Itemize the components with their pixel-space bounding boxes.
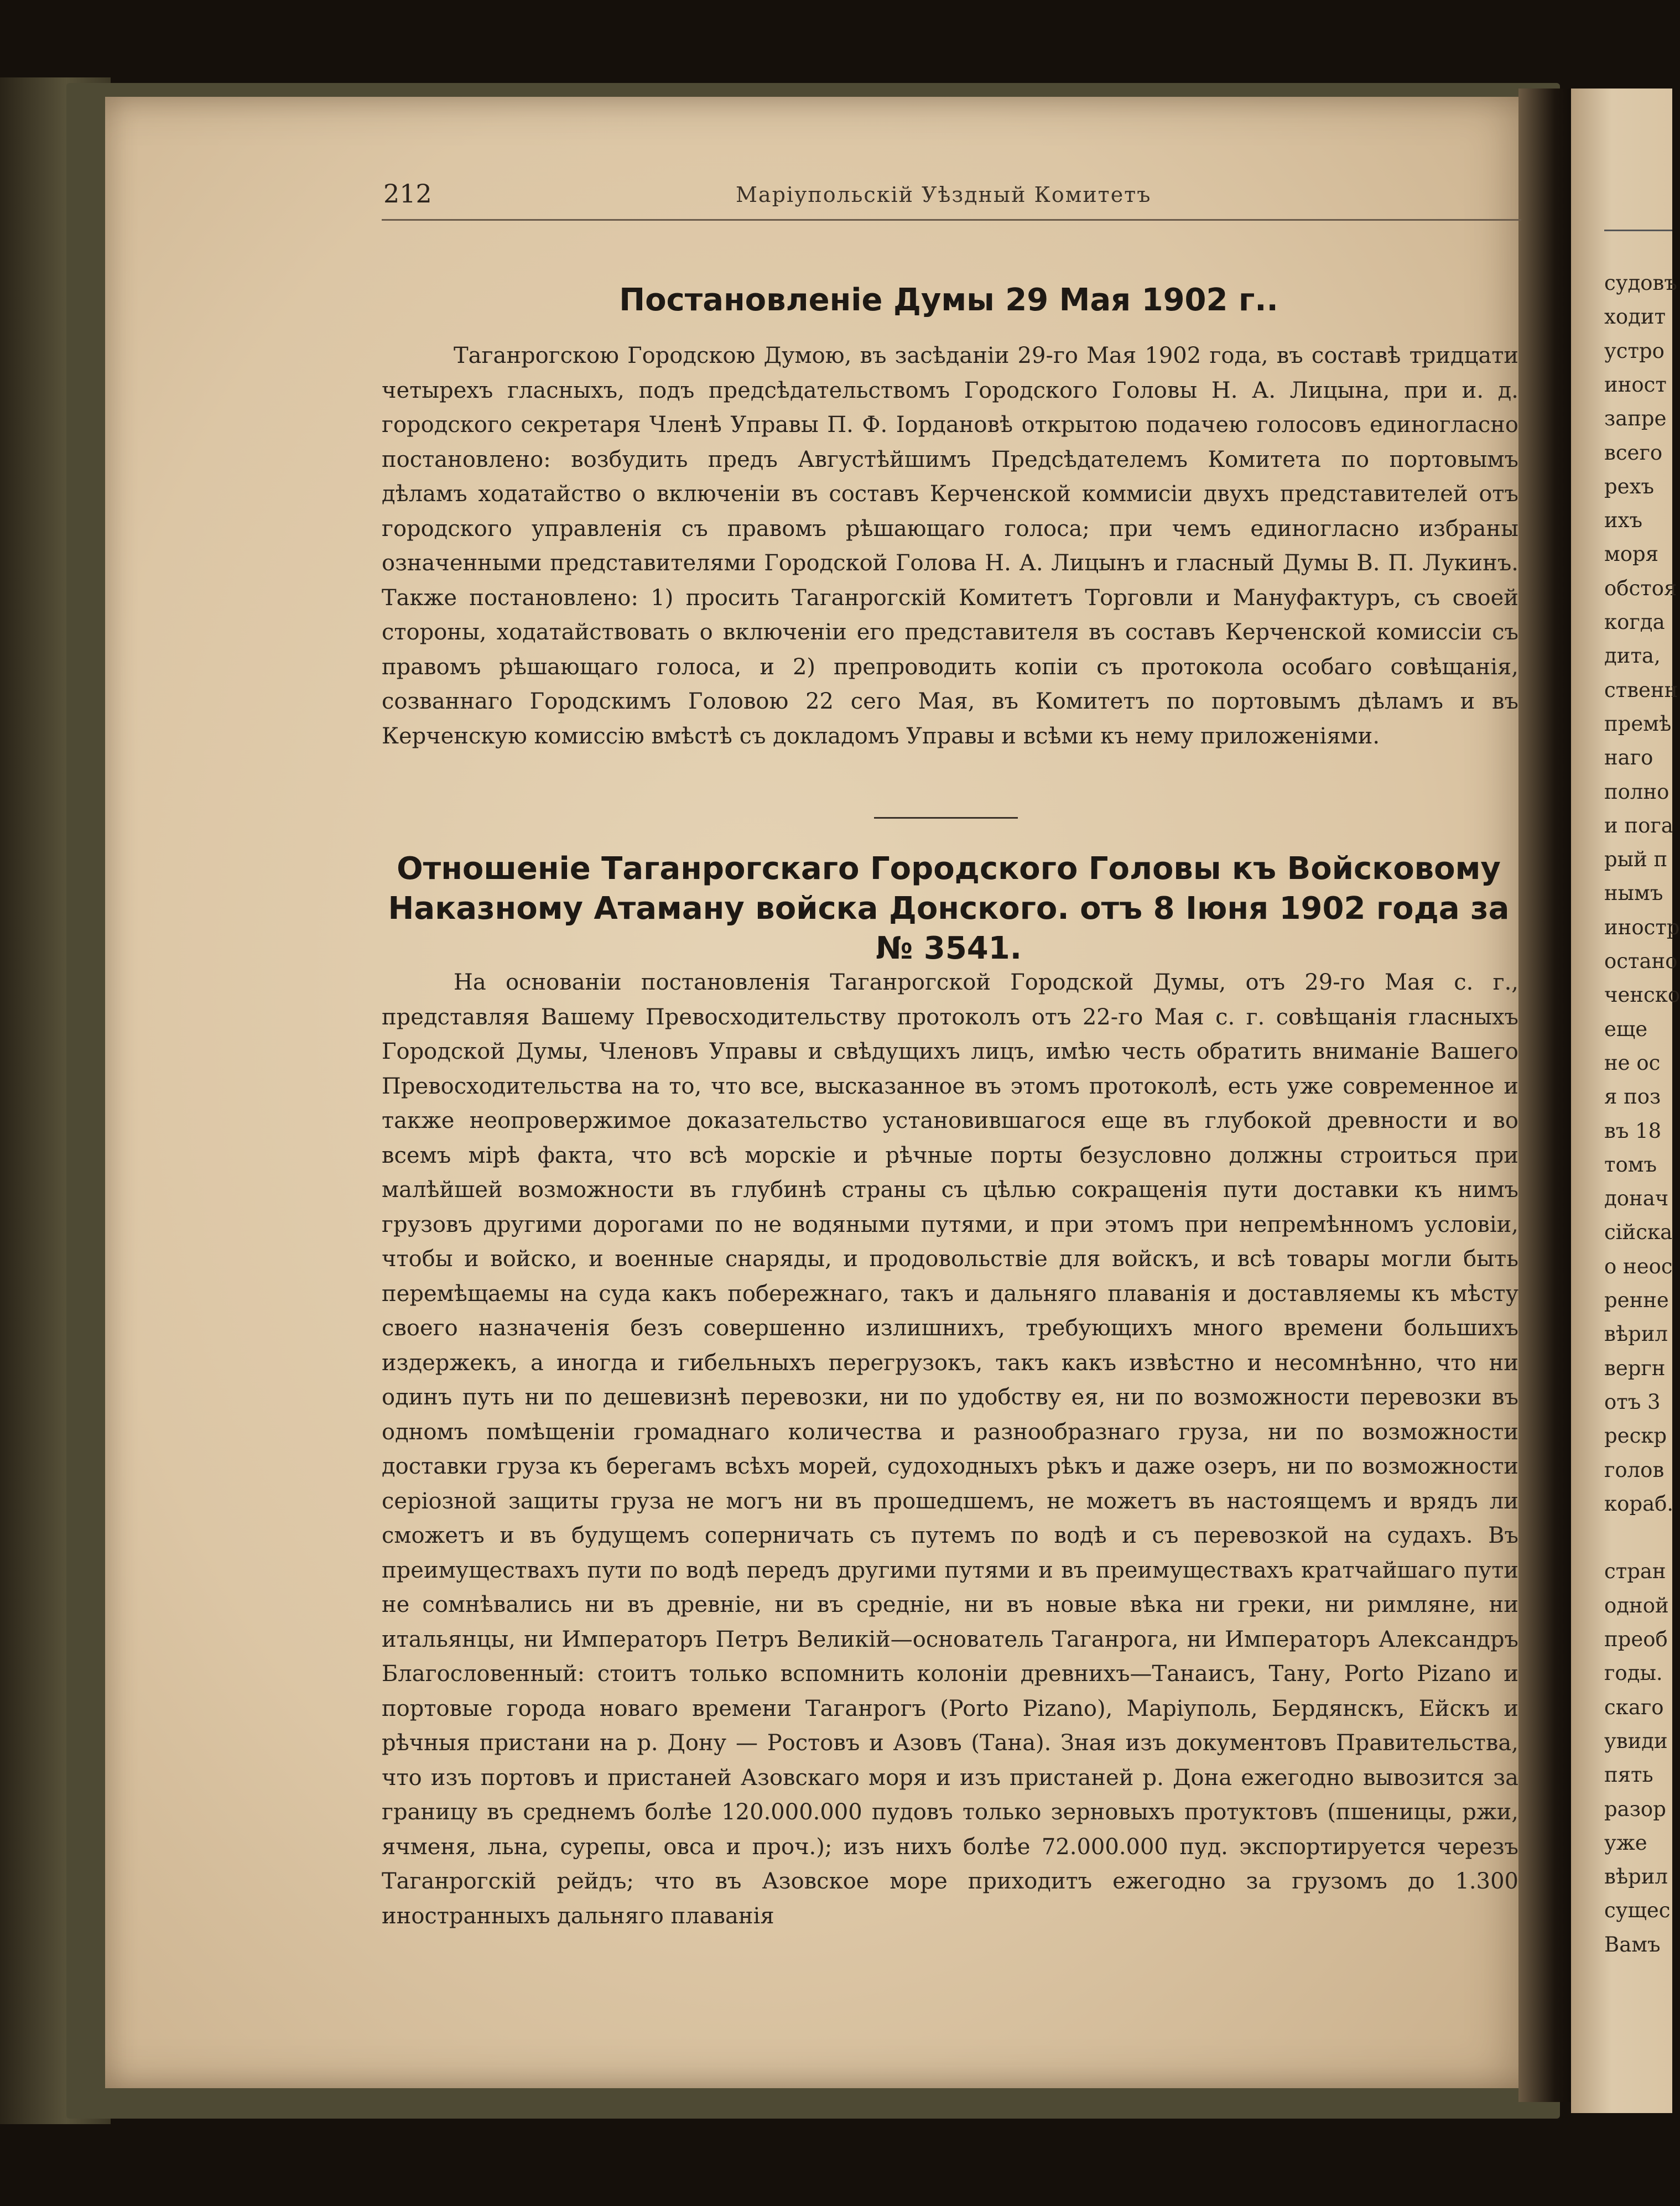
right-page-fragment: нымъ — [1604, 881, 1663, 906]
right-page-fragment: вергн — [1604, 1356, 1666, 1380]
right-page-fragment: скаго — [1604, 1695, 1664, 1719]
right-page-fragment: отъ 3 — [1604, 1390, 1661, 1414]
right-page-fragment: когда — [1604, 610, 1665, 634]
right-page-fragment: рескр — [1604, 1424, 1667, 1448]
section1-title: Постановленіе Думы 29 Мая 1902 г.. — [619, 282, 1278, 318]
right-page-fragment: дита, — [1604, 644, 1661, 668]
section1-paragraph: Таганрогскою Городскою Думою, въ засѣданіи 29-го Мая 1902 года, въ составѣ тридцати четырехъ гласныхъ, подъ предсѣдательствомъ Городского Головы Н. А. Лицына, при и. д. городского секретаря Членѣ Управы П. Ф. Іордановѣ открытою подачею голосовъ единогласно постановлено: возбудить предъ Августѣйшимъ Предсѣдателемъ Комитета по портовымъ дѣламъ ходатайство о включеніи въ составъ Керченской коммисіи двухъ представителей отъ городского управленія съ правомъ рѣшающаго голоса; при чемъ единогласно избраны означенными представителями Городской Голова Н. А. Лицынъ и гласный Думы В. П. Лукинъ. Также постановлено: 1) просить Таганрогскій Комитетъ Торговли и Мануфактуръ, съ своей стороны, ходатайствовать о включеніи его представителя въ составъ Керченской комиссіи съ правомъ рѣшающаго голоса, и 2) препроводить копіи съ протокола особаго совѣщанія, созваннаго Городскимъ Головою 22 сего Мая, въ Комитетъ по портовымъ дѣламъ и въ Керченскую комиссію вмѣстѣ съ докладомъ Управы и всѣми къ нему приложеніями. — [382, 343, 1518, 749]
right-page-fragment: разор — [1604, 1797, 1666, 1821]
right-page-fragment: наго — [1604, 746, 1653, 770]
right-page-fragment: томъ — [1604, 1152, 1657, 1177]
right-page-fragment: ченско — [1604, 983, 1680, 1007]
right-page-fragment: рехъ — [1604, 474, 1654, 498]
page-number: 212 — [383, 179, 432, 209]
right-page-fragment: премѣ — [1604, 711, 1672, 736]
right-page-fragment: моря — [1604, 542, 1659, 566]
right-page-fragment: запре — [1604, 407, 1667, 431]
right-page-fragment: и пога — [1604, 813, 1673, 837]
header-rule — [382, 219, 1521, 221]
section2-body — [382, 965, 1518, 1933]
section2-title: Отношеніе Таганрогскаго Городского Головы къ Войсковому Наказному Атаману войска Донского. отъ 8 Іюня 1902 года за № 3541. — [388, 851, 1510, 966]
right-page-fragment: не ос — [1604, 1050, 1661, 1075]
right-page-header-rule — [1604, 230, 1672, 231]
right-page-fragment: сущес — [1604, 1898, 1671, 1923]
right-page-fragment: пять — [1604, 1763, 1653, 1787]
right-page-fragment: вѣрил — [1604, 1865, 1668, 1889]
right-page-fragment: рый п — [1604, 847, 1668, 872]
right-page-fragment: я поз — [1604, 1085, 1661, 1109]
right-page-fragment: кораб. — [1604, 1491, 1674, 1516]
right-page-fragment: донач — [1604, 1187, 1669, 1211]
running-head: Маріупольскій Уѣздный Комитетъ — [736, 183, 1152, 207]
right-page-fragment: уже — [1604, 1830, 1647, 1855]
right-page-fragment: ренне — [1604, 1288, 1669, 1312]
right-page-fragment: обстоя — [1604, 576, 1677, 600]
right-page-fragment: увиди — [1604, 1729, 1668, 1753]
right-page-fragment: голов — [1604, 1458, 1665, 1482]
right-page-fragment: сійска — [1604, 1220, 1673, 1245]
right-page-fragment: ихъ — [1604, 508, 1643, 533]
right-page-fragment: о неос — [1604, 1254, 1673, 1278]
right-page-fragment: годы. — [1604, 1661, 1663, 1685]
right-page-fragment: ственн — [1604, 678, 1678, 702]
right-page-fragment: стран — [1604, 1559, 1666, 1584]
book-gutter — [1518, 89, 1579, 2102]
right-page-fragment: устро — [1604, 339, 1665, 363]
right-page-fragment: полно — [1604, 779, 1669, 804]
section-separator — [874, 817, 1018, 819]
right-page-fragment: остано — [1604, 949, 1678, 973]
right-page-fragment: въ 18 — [1604, 1118, 1662, 1143]
right-page-fragment: Вамъ — [1604, 1932, 1661, 1957]
right-page-fragment: еще — [1604, 1017, 1648, 1041]
right-page-fragment: ходит — [1604, 305, 1666, 329]
right-page-fragment: иност — [1604, 372, 1667, 397]
right-page-fragment: одной — [1604, 1593, 1669, 1617]
right-page-fragment: иностр — [1604, 915, 1680, 939]
right-page-fragment: судовъ — [1604, 271, 1677, 295]
right-page-fragment: преоб — [1604, 1627, 1668, 1651]
section2-paragraph: На основаніи постановленія Таганрогской Городской Думы, отъ 29-го Мая с. г., представляя Вашему Превосходительству протоколъ отъ 22-го Мая с. г. совѣщанія гласныхъ Городской Думы, Членовъ Управы и свѣдущихъ лицъ, имѣю честь обратить вниманіе Вашего Превосходительства на то, что все, высказанное въ этомъ протоколѣ, есть уже современное и также неопровержимое доказательство установившагося еще въ глубокой древности и во всемъ мірѣ факта, что всѣ морскіе и рѣчные порты безусловно должны строиться при малѣйшей возможности въ глубинѣ страны съ цѣлью сокращенія пути доставки къ нимъ грузовъ другими дорогами по не водяными путями, и при этомъ при непремѣнномъ условіи, чтобы и войско, и военные снаряды, и продовольствіе для войскъ, и всѣ товары могли быть перемѣщаемы на суда какъ побережнаго, такъ и дальняго плаванія и доставляемы къ мѣсту своего назначенія безъ совершенно излишнихъ, требующихъ много времени большихъ издержекъ, а иногда и гибельныхъ перегрузокъ, такъ какъ извѣстно и несомнѣнно, что ни одинъ путь ни по дешевизнѣ перевозки, ни по удобству ея, ни по возможности перевозки въ одномъ помѣщеніи громаднаго количества и разнообразнаго груза, ни по возможности доставки груза къ берегамъ всѣхъ морей, судоходныхъ рѣкъ и даже озеръ, ни по возможности серіозной защиты груза не могъ ни въ прошедшемъ, не можетъ въ настоящемъ и врядъ ли сможетъ и въ будущемъ соперничать съ путемъ по водѣ и съ перевозкой на судахъ. Въ преимуществахъ пути по водѣ передъ другими путями и въ преимуществахъ кратчайшаго пути не сомнѣвались ни въ древніе, ни въ средніе, ни въ новые вѣка ни греки, ни римляне, ни итальянцы, ни Императоръ Петръ Великій—основатель Таганрога, ни Императоръ Александръ Благословенный: стоитъ только вспомнить колоніи древнихъ—Танаисъ, Тану, Porto Pizano и портовые города новаго времени Таганрогъ (Porto Pizano), Маріуполь, Бердянскъ, Ейскъ и рѣчныя пристани на р. Дону — Ростовъ и Азовъ (Тана). Зная изъ документовъ Правительства, что изъ портовъ и пристаней Азовскаго моря и изъ пристаней р. Дона ежегодно вывозится за границу въ среднемъ болѣе 120.000.000 пудовъ только зерновыхъ протуктовъ (пшеницы, ржи, ячменя, льна, сурепы, овса и проч.); изъ нихъ болѣе 72.000.000 пуд. экспортируется черезъ Таганрогскій рейдъ; что въ Азовское море приходитъ ежегодно за грузомъ до 1.300 иностранныхъ дальняго плаванія — [382, 970, 1518, 1929]
right-page-fragment: всего — [1604, 440, 1663, 465]
section1-body — [382, 339, 1518, 753]
right-page-fragment: вѣрил — [1604, 1322, 1668, 1346]
